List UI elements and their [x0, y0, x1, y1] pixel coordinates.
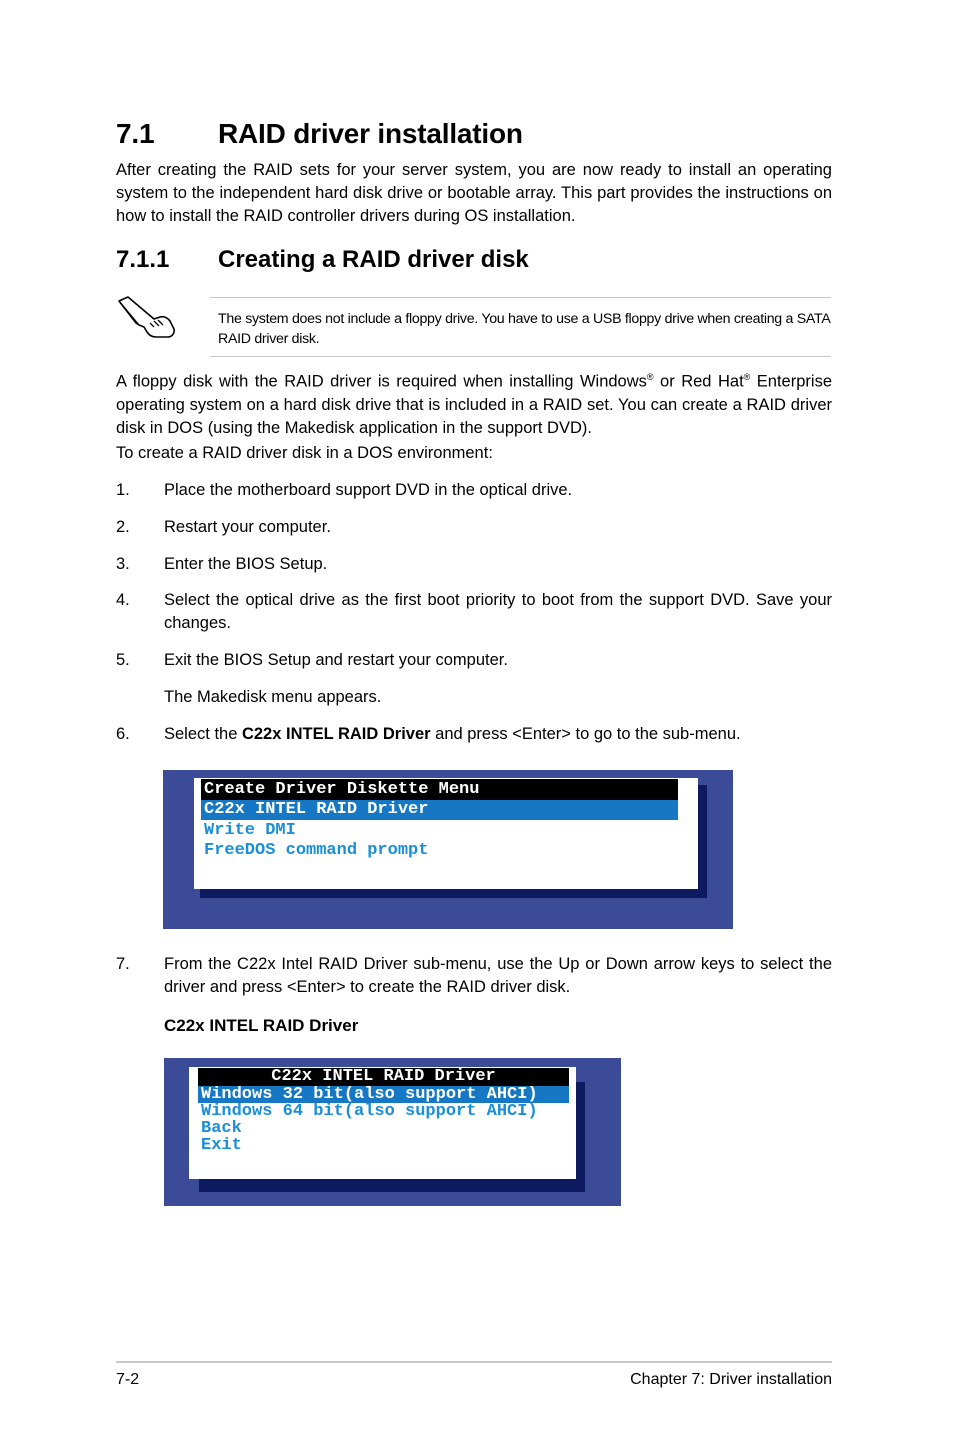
step-text: From the C22x Intel RAID Driver sub-menu, use the Up or Down arrow keys to select the driver and press <Enter> to create the RAID driver disk.: [164, 955, 832, 996]
step-text: Place the motherboard support DVD in the optical drive.: [164, 481, 573, 499]
menu-title: Create Driver Diskette Menu: [201, 779, 678, 800]
submenu-item-windows-32[interactable]: Windows 32 bit(also support AHCI): [198, 1086, 569, 1103]
floppy-paragraph-part: Enterprise operating system on a hard disk drive that is included in a RAID set. You can create a RAID driver disk in DOS (using the Makedisk application in the support DVD).: [116, 372, 832, 437]
step-number: 2.: [116, 518, 130, 536]
footer-rule: [116, 1361, 832, 1363]
subsection-title: Creating a RAID driver disk: [218, 246, 529, 273]
section-heading: [116, 118, 523, 150]
step-text: Exit the BIOS Setup and restart your computer.: [164, 651, 508, 669]
step-number: 5.: [116, 651, 130, 669]
registered-mark: ®: [743, 372, 751, 382]
submenu-item-back[interactable]: Back: [201, 1119, 242, 1138]
submenu-item-exit[interactable]: Exit: [201, 1136, 242, 1155]
floppy-paragraph-part: A floppy disk with the RAID driver is required when installing Windows: [116, 372, 647, 391]
step-text: Enter the BIOS Setup.: [164, 555, 328, 573]
step-text: Select the optical drive as the first boot priority to boot from the support DVD. Save your changes.: [164, 591, 832, 632]
dos-intro-paragraph: To create a RAID driver disk in a DOS environment:: [116, 444, 493, 462]
submenu-item-windows-64[interactable]: Windows 64 bit(also support AHCI): [201, 1102, 538, 1121]
step-text-part: Select the: [164, 725, 242, 743]
subsection-heading: [116, 246, 529, 274]
step-number: 1.: [116, 481, 130, 499]
step-note: The Makedisk menu appears.: [164, 688, 382, 706]
step-number: 6.: [116, 725, 130, 743]
floppy-paragraph: [116, 366, 832, 440]
section-title: RAID driver installation: [218, 118, 523, 149]
note-text: The system does not include a floppy drive. You have to use a USB floppy drive when creating a SATA RAID driver disk.: [218, 311, 830, 347]
step-number: 4.: [116, 591, 130, 609]
submenu-heading: C22x INTEL RAID Driver: [164, 1016, 359, 1035]
note-top-rule: [210, 297, 831, 298]
section-number: 7.1: [116, 118, 155, 149]
submenu-title: C22x INTEL RAID Driver: [198, 1068, 569, 1086]
step-number: 3.: [116, 555, 130, 573]
menu-item-c22x-raid-driver[interactable]: C22x INTEL RAID Driver: [201, 800, 678, 820]
floppy-paragraph-part: or Red Hat: [653, 372, 744, 391]
intro-paragraph: After creating the RAID sets for your server system, you are now ready to install an operating system to the independent hard disk drive or bootable array. This part provides the instructions on how to install the RAID controller drivers during OS installation.: [116, 161, 832, 225]
step-number: 7.: [116, 955, 130, 973]
subsection-number: 7.1.1: [116, 246, 170, 273]
step-text: [164, 723, 832, 746]
note-bottom-rule: [210, 356, 831, 357]
step-text: Restart your computer.: [164, 518, 331, 536]
registered-mark: ®: [646, 372, 654, 382]
menu-item-write-dmi[interactable]: Write DMI: [204, 821, 296, 840]
hand-pointer-icon: [116, 293, 178, 341]
step-text-bold: C22x INTEL RAID Driver: [241, 725, 431, 743]
menu-item-freedos-prompt[interactable]: FreeDOS command prompt: [204, 841, 429, 860]
chapter-label: Chapter 7: Driver installation: [630, 1371, 832, 1388]
page-number: 7-2: [116, 1371, 140, 1388]
step-text-part: and press <Enter> to go to the sub-menu.: [430, 725, 741, 743]
